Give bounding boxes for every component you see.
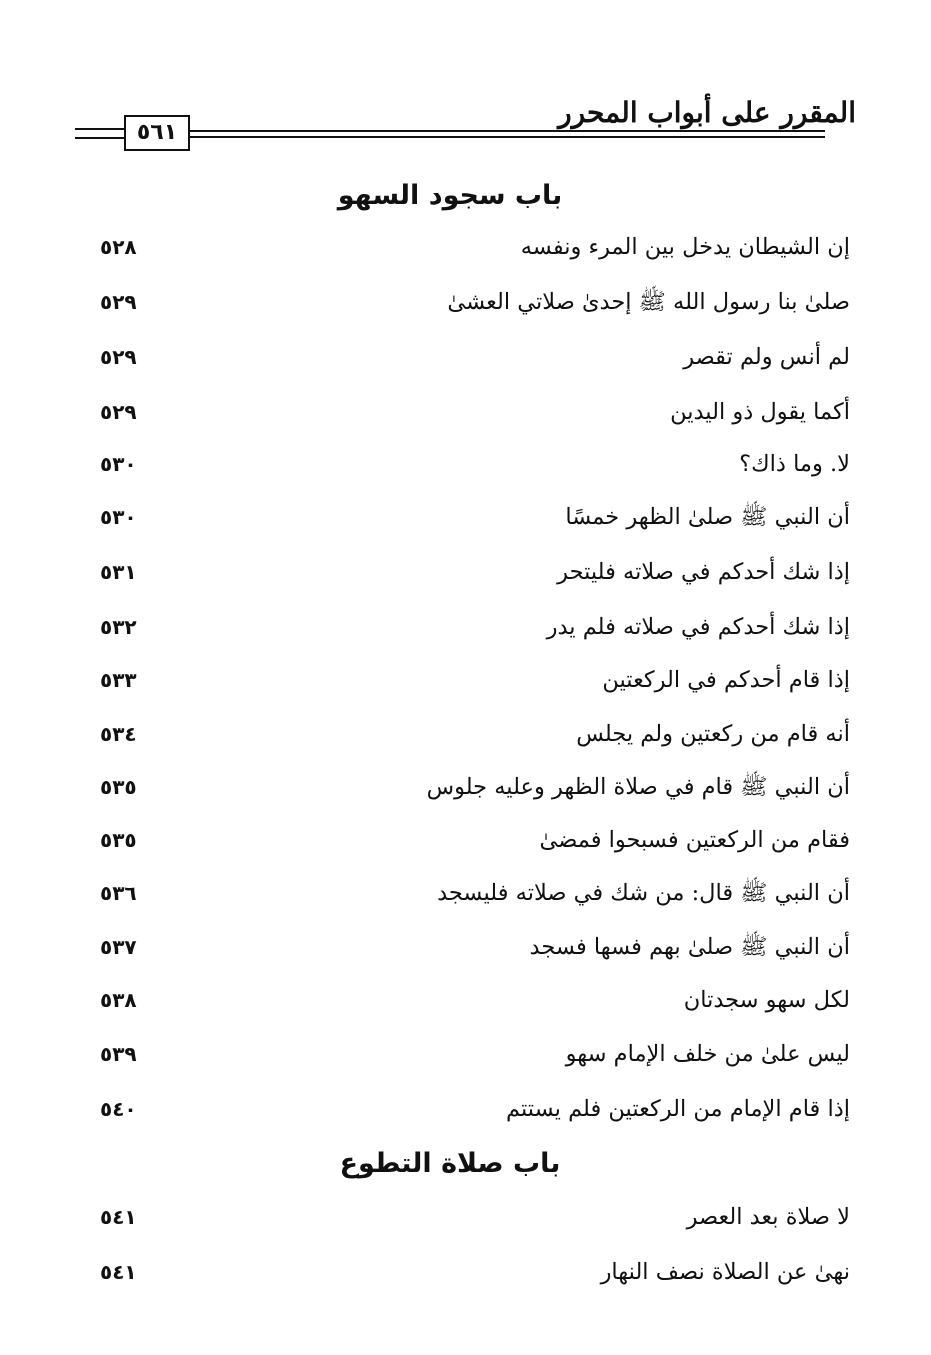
entry-text: إذا قام أحدكم في الركعتين [602,667,850,693]
index-entry [100,230,850,270]
index-entry [100,1200,850,1240]
index-entry [100,610,850,650]
entry-page-number: ٥٣٤ [100,722,137,746]
entry-page-number: ٥٣٣ [100,668,137,692]
index-entry [100,823,850,863]
entry-page-number: ٥٤١ [100,1205,137,1229]
entry-text: لا. وما ذاك؟ [739,451,850,477]
index-entry [100,1255,850,1295]
entry-text: أكما يقول ذو اليدين [670,399,850,425]
entry-page-number: ٥٣٩ [100,1042,137,1066]
entry-page-number: ٥٣٧ [100,935,137,959]
index-entry [100,770,850,810]
entry-text: نهىٰ عن الصلاة نصف النهار [600,1259,850,1285]
header-rule-right-bottom [190,136,825,138]
index-entry [100,500,850,540]
entry-text: أن النبي ﷺ صلىٰ الظهر خمسًا [565,504,850,530]
index-entry [100,1092,850,1132]
entry-text: ليس علىٰ من خلف الإمام سهو [565,1041,850,1067]
entry-page-number: ٥٢٨ [100,235,137,259]
index-entry [100,663,850,703]
index-entry [100,340,850,380]
index-entry [100,285,850,325]
entry-text: لم أنس ولم تقصر [683,344,850,370]
entry-page-number: ٥٢٩ [100,400,137,424]
entry-page-number: ٥٢٩ [100,345,137,369]
entry-text: أنه قام من ركعتين ولم يجلس [576,721,850,747]
index-entry [100,555,850,595]
entry-text: إذا قام الإمام من الركعتين فلم يستتم [506,1096,850,1122]
index-entry [100,447,850,487]
entry-page-number: ٥٣٢ [100,615,137,639]
entry-text: إذا شك أحدكم في صلاته فليتحر [557,559,850,585]
entry-text: صلىٰ بنا رسول الله ﷺ إحدىٰ صلاتي العشىٰ [447,289,850,315]
entry-text: أن النبي ﷺ صلىٰ بهم فسها فسجد [529,934,850,960]
entry-page-number: ٥٣٠ [100,452,137,476]
entry-text: إن الشيطان يدخل بين المرء ونفسه [520,234,850,260]
entry-page-number: ٥٤٠ [100,1097,137,1121]
section-heading: باب سجود السهو [337,180,563,211]
entry-text: لا صلاة بعد العصر [686,1204,850,1230]
header-rule-right-top [190,130,825,132]
entry-page-number: ٥٢٩ [100,290,137,314]
entry-text: إذا شك أحدكم في صلاته فلم يدر [546,614,850,640]
index-entry [100,876,850,916]
index-entry [100,1037,850,1077]
index-entry [100,395,850,435]
entry-text: أن النبي ﷺ قال: من شك في صلاته فليسجد [437,880,850,906]
entry-page-number: ٥٣١ [100,560,137,584]
entry-text: أن النبي ﷺ قام في صلاة الظهر وعليه جلوس [426,774,850,800]
entry-page-number: ٥٣٥ [100,828,137,852]
index-entry [100,930,850,970]
entry-page-number: ٥٣٠ [100,505,137,529]
entry-text: فقام من الركعتين فسبحوا فمضىٰ [539,827,850,853]
index-entry [100,717,850,757]
section-heading: باب صلاة التطوع [339,1148,561,1179]
entry-page-number: ٥٣٥ [100,775,137,799]
running-header-title: المقرر على أبواب المحرر [558,96,856,129]
entry-page-number: ٥٤١ [100,1260,137,1284]
entry-page-number: ٥٣٦ [100,881,137,905]
entry-page-number: ٥٣٨ [100,988,137,1012]
page-number-box: ٥٦١ [124,115,190,151]
index-entry [100,983,850,1023]
entry-text: لكل سهو سجدتان [683,987,850,1013]
